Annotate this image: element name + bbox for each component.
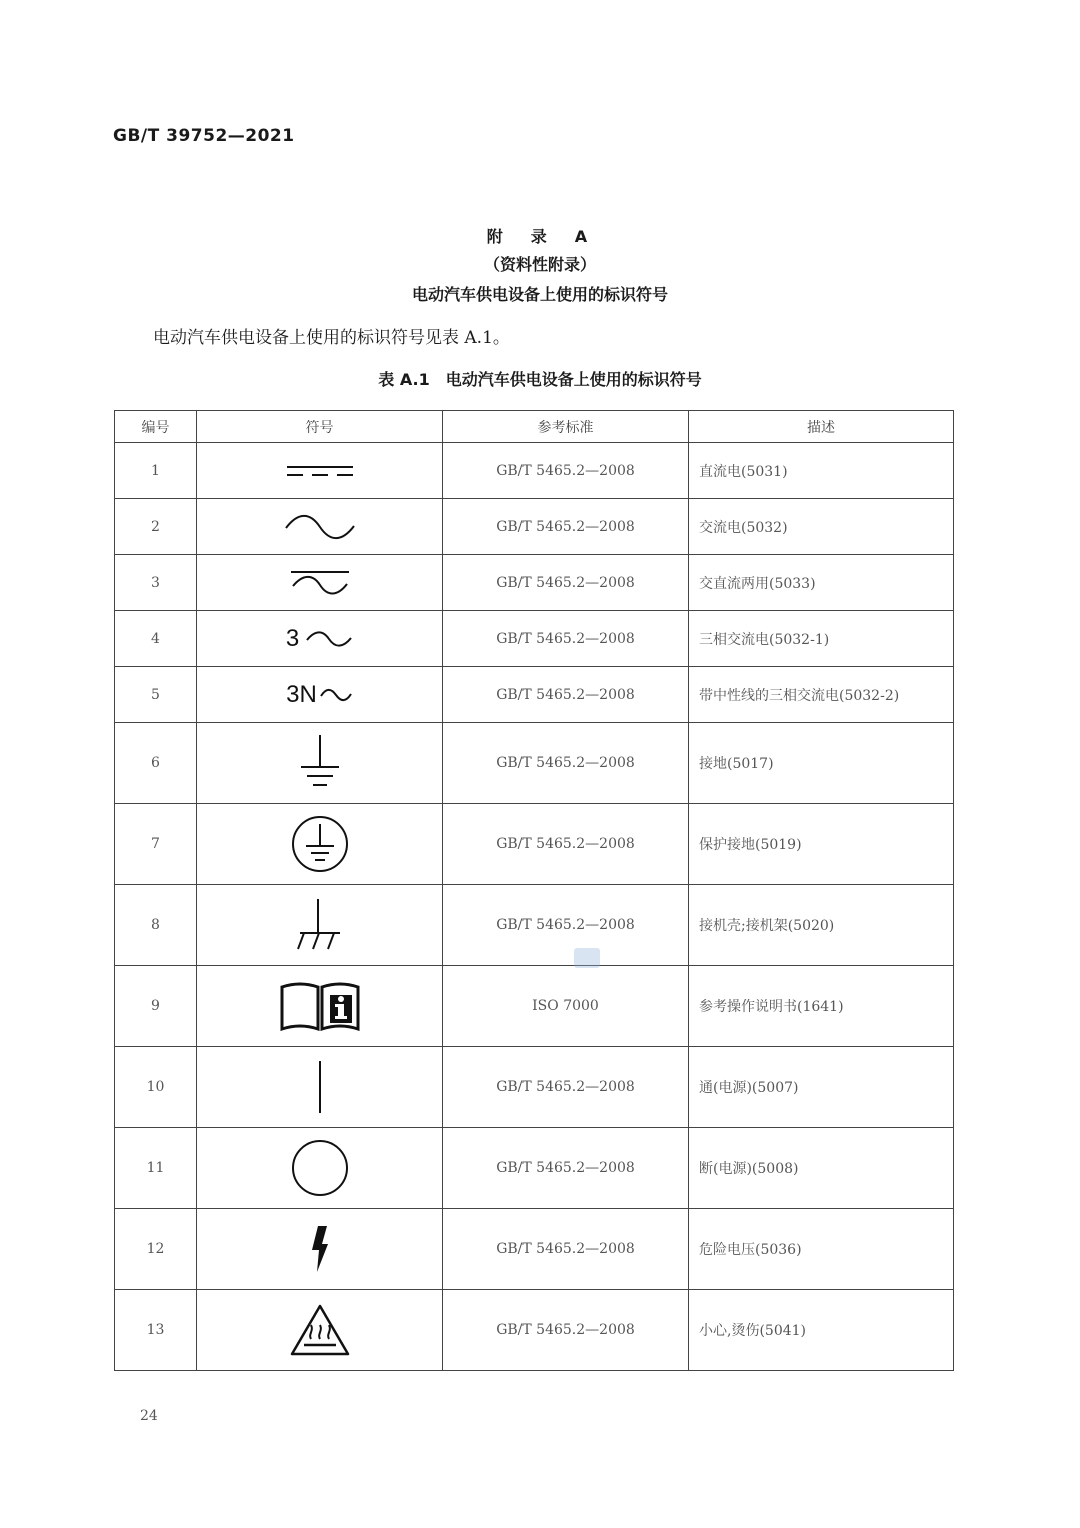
- description: 断(电源)(5008): [689, 1128, 954, 1209]
- reference-standard: GB/T 5465.2—2008: [443, 885, 689, 966]
- direct-current-icon: [197, 461, 442, 481]
- annex-title: 电动汽车供电设备上使用的标识符号: [411, 285, 668, 304]
- intro-text: 电动汽车供电设备上使用的标识符号见表 A.1。: [153, 328, 510, 348]
- header-description: 描述: [689, 411, 954, 443]
- row-number: 12: [115, 1209, 197, 1290]
- row-number: 9: [115, 966, 197, 1047]
- protective-earth-icon: [197, 814, 442, 874]
- symbol-cell: [197, 1047, 443, 1128]
- description: 交流电(5032): [689, 499, 954, 555]
- description: 小心,烫伤(5041): [689, 1290, 954, 1371]
- row-number: 10: [115, 1047, 197, 1128]
- symbol-cell: [197, 499, 443, 555]
- row-number: 3: [115, 555, 197, 611]
- row-number: 13: [115, 1290, 197, 1371]
- symbol-cell: [197, 723, 443, 804]
- reference-standard: GB/T 5465.2—2008: [443, 1047, 689, 1128]
- row-number: 7: [115, 804, 197, 885]
- symbol-cell: [197, 804, 443, 885]
- reference-standard: GB/T 5465.2—2008: [443, 667, 689, 723]
- table-row: [115, 1128, 954, 1209]
- description: 通(电源)(5007): [689, 1047, 954, 1128]
- header-reference-standard: 参考标准: [443, 411, 689, 443]
- dangerous-voltage-icon: [197, 1224, 442, 1274]
- symbol-table: [114, 410, 954, 1371]
- symbol-cell: [197, 611, 443, 667]
- reference-standard: GB/T 5465.2—2008: [443, 1128, 689, 1209]
- row-number: 1: [115, 443, 197, 499]
- operator-manual-icon: [197, 979, 442, 1033]
- table-caption: 表 A.1 电动汽车供电设备上使用的标识符号: [378, 370, 702, 389]
- row-number: 6: [115, 723, 197, 804]
- symbol-cell: [197, 1209, 443, 1290]
- symbol-cell: [197, 966, 443, 1047]
- symbol-cell: [197, 885, 443, 966]
- alternating-current-icon: [197, 512, 442, 542]
- description: 接地(5017): [689, 723, 954, 804]
- row-number: 11: [115, 1128, 197, 1209]
- description: 危险电压(5036): [689, 1209, 954, 1290]
- reference-standard: GB/T 5465.2—2008: [443, 611, 689, 667]
- row-number: 5: [115, 667, 197, 723]
- header-symbol: 符号: [197, 411, 443, 443]
- symbol-cell: [197, 667, 443, 723]
- reference-standard: GB/T 5465.2—2008: [443, 499, 689, 555]
- row-number: 4: [115, 611, 197, 667]
- ac-dc-icon: [197, 568, 442, 598]
- symbol-cell: [197, 1290, 443, 1371]
- table-row: [115, 723, 954, 804]
- description: 接机壳;接机架(5020): [689, 885, 954, 966]
- power-on-icon: [197, 1059, 442, 1115]
- table-row: [115, 667, 954, 723]
- table-row: [115, 443, 954, 499]
- earth-ground-icon: [197, 733, 442, 793]
- symbol-text: 3N: [286, 680, 317, 708]
- table-row: [115, 1209, 954, 1290]
- description: 直流电(5031): [689, 443, 954, 499]
- annex-label: 附 录 A: [486, 227, 594, 246]
- watermark-logo: [574, 948, 600, 968]
- reference-standard: GB/T 5465.2—2008: [443, 1209, 689, 1290]
- description: 参考操作说明书(1641): [689, 966, 954, 1047]
- symbol-text: 3: [285, 624, 300, 652]
- symbol-cell: [197, 1128, 443, 1209]
- symbol-cell: [197, 443, 443, 499]
- description: 保护接地(5019): [689, 804, 954, 885]
- reference-standard: GB/T 5465.2—2008: [443, 1290, 689, 1371]
- annex-type: （资料性附录）: [483, 255, 596, 274]
- standard-number: GB/T 39752—2021: [113, 126, 295, 146]
- reference-standard: GB/T 5465.2—2008: [443, 723, 689, 804]
- chassis-ground-icon: [197, 897, 442, 953]
- hot-surface-icon: [197, 1303, 442, 1357]
- power-off-icon: [197, 1138, 442, 1198]
- table-row: [115, 966, 954, 1047]
- reference-standard: GB/T 5465.2—2008: [443, 555, 689, 611]
- reference-standard: ISO 7000: [443, 966, 689, 1047]
- table-row: [115, 1047, 954, 1128]
- table-row: [115, 555, 954, 611]
- three-phase-neutral-ac-icon: [286, 681, 353, 709]
- page-number: 24: [140, 1408, 158, 1424]
- table-row: [115, 499, 954, 555]
- three-phase-ac-icon: [286, 625, 353, 653]
- table-row: [115, 885, 954, 966]
- reference-standard: GB/T 5465.2—2008: [443, 443, 689, 499]
- table-row: [115, 804, 954, 885]
- symbol-cell: [197, 555, 443, 611]
- row-number: 8: [115, 885, 197, 966]
- table-header-row: [115, 411, 954, 443]
- reference-standard: GB/T 5465.2—2008: [443, 804, 689, 885]
- description: 三相交流电(5032-1): [689, 611, 954, 667]
- description: 带中性线的三相交流电(5032-2): [689, 667, 954, 723]
- table-row: [115, 611, 954, 667]
- description: 交直流两用(5033): [689, 555, 954, 611]
- table-row: [115, 1290, 954, 1371]
- row-number: 2: [115, 499, 197, 555]
- header-number: 编号: [115, 411, 197, 443]
